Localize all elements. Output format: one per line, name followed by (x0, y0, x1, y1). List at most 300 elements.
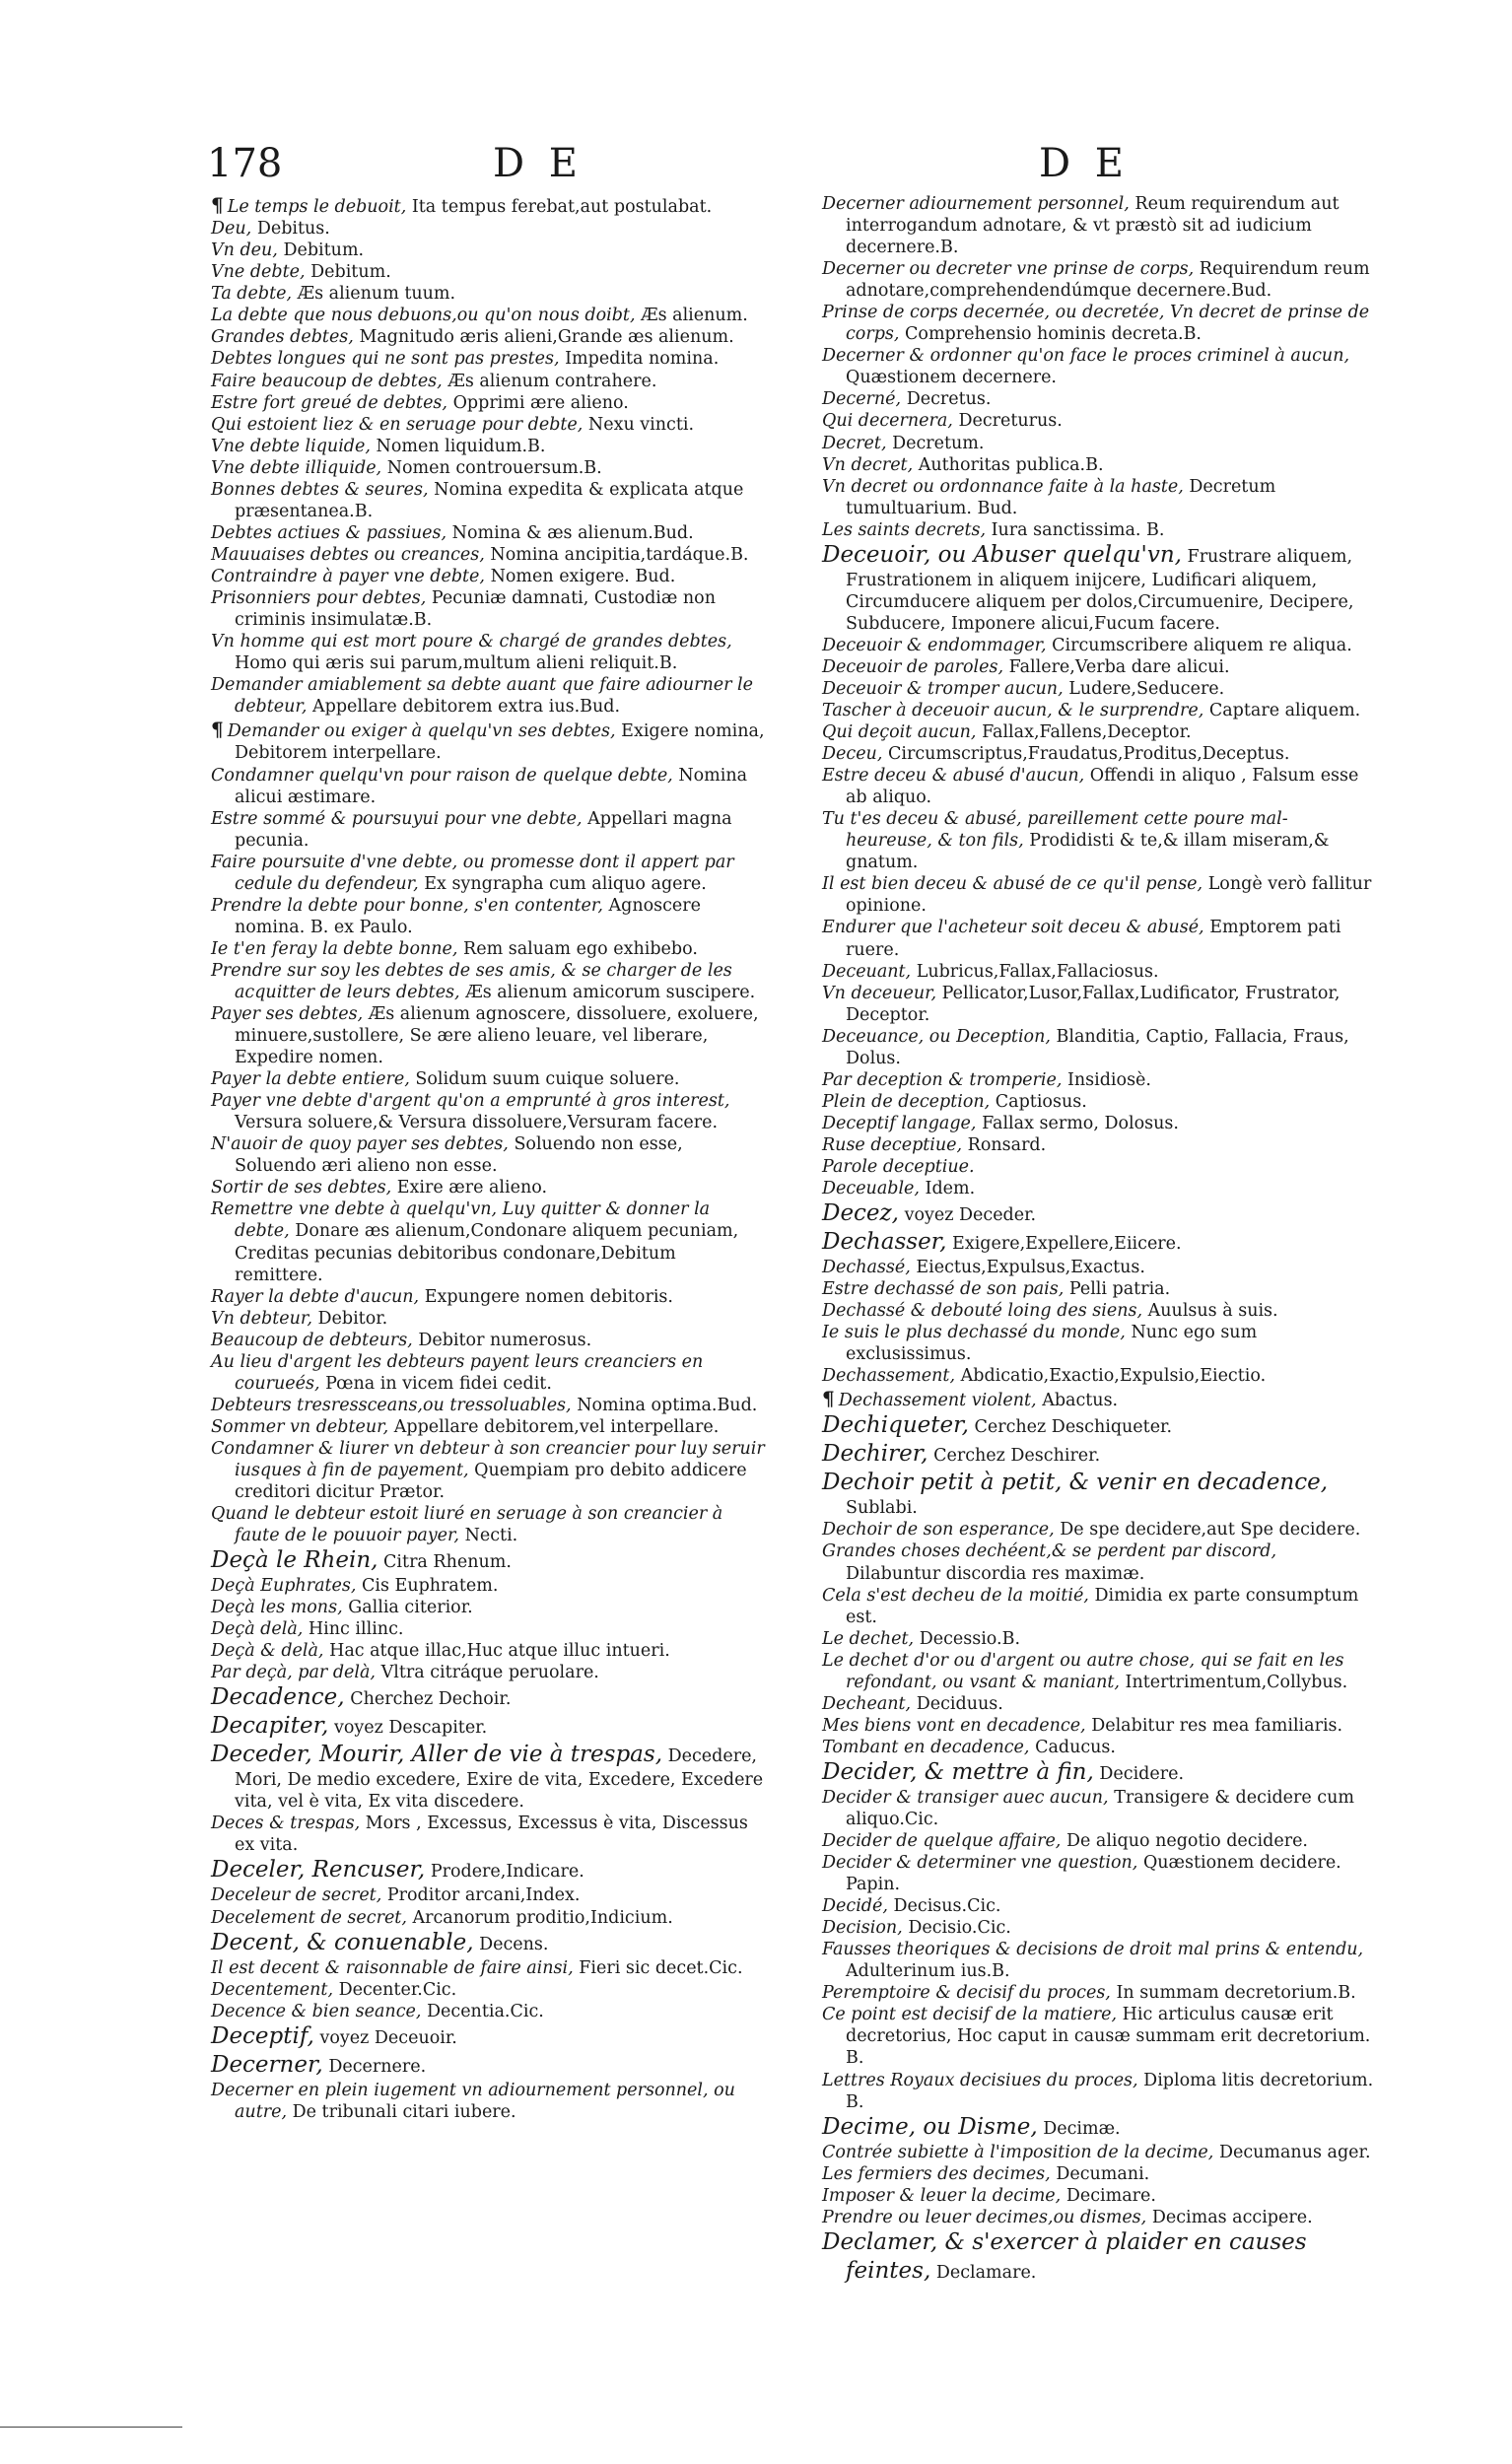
entry-term: Payer vne debte d'argent qu'on a emprunté à gros interest, (211, 1091, 730, 1112)
entry-definition: Frustrare aliquem, Frustrationem in aliquem inijcere, Ludificari aliquem, Circumducere aliquem per dolos,Circumuenire, Decipere, Subducere, Imponere alicui,Fucum facere. (846, 546, 1354, 634)
entry-term: Debtes longues qui ne sont pas prestes, (211, 349, 560, 370)
entry-definition: Adulterinum ius.B. (846, 1961, 1010, 1982)
entry-definition: Gallia citerior. (348, 1598, 473, 1618)
dictionary-entry (211, 852, 767, 895)
entry-term: Il est decent & raisonnable de faire ainsi, (211, 1957, 574, 1978)
entry-term: Deçà les mons, (211, 1598, 343, 1618)
entry-definition: Decentia.Cic. (427, 2001, 544, 2021)
entry-definition: voyez Deceder. (904, 1205, 1037, 1226)
dictionary-entry (211, 1416, 767, 1438)
entry-term: Tombant en decadence, (822, 1737, 1030, 1757)
entry-term: Vn homme qui est mort poure & chargé de grandes debtes, (211, 632, 732, 652)
dictionary-entry (822, 1469, 1374, 1519)
entry-definition: Citra Rhenum. (383, 1552, 512, 1573)
entry-term: Vne debte illiquide, (211, 457, 382, 478)
entry-definition: Appellare debitorem extra ius.Bud. (312, 697, 621, 718)
entry-term: Tascher à deceuoir aucun, & le surprendre, (822, 701, 1204, 720)
entry-definition: Nomina & æs alienum.Bud. (451, 522, 694, 543)
dictionary-entry (211, 1741, 767, 1813)
right-column (822, 193, 1374, 2286)
entry-definition: Decisus.Cic. (893, 1896, 1001, 1917)
entry-definition: Nomina alicui æstimare. (235, 765, 748, 807)
left-column (211, 193, 767, 2123)
entry-definition: Proditor arcani,Index. (386, 1885, 581, 1906)
entry-definition: Offendi in aliquo , Falsum esse ab aliquo. (846, 766, 1359, 808)
dictionary-entry (822, 2185, 1374, 2207)
dictionary-entry (211, 1090, 767, 1133)
dictionary-entry (211, 261, 767, 283)
entry-term: Debtes actiues & passiues, (211, 522, 447, 543)
entry-definition: Fallere,Verba dare alicui. (1008, 656, 1230, 677)
dictionary-entry (822, 1715, 1374, 1737)
entry-term: Fausses theoriques & decisions de droit mal prins & entendu, (822, 1940, 1364, 1960)
dictionary-entry (822, 1091, 1374, 1113)
entry-term: Vne debte, (211, 262, 306, 283)
entry-term: Quand le debteur estoit liuré en seruage à son creancier à faute de le pouuoir payer, (211, 1504, 723, 1546)
dictionary-entry (822, 765, 1374, 808)
dictionary-entry (822, 700, 1374, 721)
dictionary-entry (211, 808, 767, 852)
entry-definition: Deciduus. (916, 1693, 1003, 1714)
entry-term: Prendre la debte pour bonne, s'en contenter, (211, 895, 603, 916)
dictionary-entry (211, 392, 767, 414)
entry-term: Rayer la debte d'aucun, (211, 1286, 420, 1307)
dictionary-entry (211, 1308, 767, 1330)
dictionary-entry (211, 305, 767, 326)
entry-definition: Pelli patria. (1068, 1279, 1171, 1300)
entry-term: Prisonniers pour debtes, (211, 587, 427, 608)
dictionary-entry (822, 2113, 1374, 2142)
entry-term: Au lieu d'argent les debteurs payent leurs creanciers en courueés, (211, 1351, 704, 1394)
dictionary-entry (211, 193, 767, 218)
entry-definition: Decedere, Mori, De medio excedere, Exire de vita, Excedere, Excedere vita, vel è vita, Ex vita discedere. (235, 1746, 764, 1813)
entry-definition: Insidiosè. (1066, 1069, 1151, 1090)
entry-definition: Cherchez Dechoir. (350, 1689, 512, 1710)
dictionary-entry (822, 1134, 1374, 1156)
entry-definition: De tribunali citari iubere. (292, 2101, 516, 2122)
entry-term: Qui decernera, (822, 411, 953, 432)
dictionary-entry (211, 1884, 767, 1906)
entry-term: Decentement, (211, 1979, 334, 2000)
dictionary-entry (822, 808, 1374, 873)
entry-definition: Intertrimentum,Collybus. (1125, 1672, 1348, 1692)
dictionary-entry (822, 1440, 1374, 1469)
entry-term: Lettres Royaux decisiues du proces, (822, 2070, 1138, 2090)
dictionary-entry (822, 1387, 1374, 1411)
entry-term: Peremptoire & decisif du proces, (822, 1983, 1111, 2004)
dictionary-entry (211, 326, 767, 348)
entry-definition: Decumani. (1056, 2163, 1150, 2184)
entry-term: Qui estoient liez & en seruage pour debte, (211, 414, 584, 435)
entry-term: Deceuable, (822, 1179, 920, 1199)
pilcrow-mark: ¶ (211, 193, 224, 217)
entry-term: Le dechet, (822, 1628, 915, 1649)
entry-term: Deceleur de secret, (211, 1885, 382, 1906)
entry-term: Deceuance, ou Deception, (822, 1026, 1051, 1047)
entry-term: Declamer, & s'exercer à plaider en causes feintes, (822, 2228, 1307, 2284)
entry-definition: Ronsard. (967, 1134, 1047, 1155)
entry-definition: Decenter.Cic. (338, 1979, 457, 2000)
entry-term: Ruse deceptiue, (822, 1134, 963, 1155)
entry-definition: Decimæ. (1043, 2118, 1121, 2139)
entry-definition: Hinc illinc. (308, 1619, 404, 1640)
entry-term: Deçà delà, (211, 1619, 304, 1640)
dictionary-entry (211, 1351, 767, 1395)
entry-definition: voyez Deceuoir. (319, 2027, 457, 2048)
dictionary-entry (211, 2022, 767, 2051)
dictionary-entry (822, 1737, 1374, 1758)
entry-definition: Decreturus. (958, 411, 1063, 432)
entry-term: Deceuoir & tromper aucun, (822, 678, 1064, 699)
entry-term: Decez, (822, 1200, 899, 1227)
entry-definition: Nomina expedita & explicata atque præsentanea.B. (235, 479, 744, 521)
entry-definition: Nunc ego sum exclusissimus. (846, 1323, 1258, 1365)
entry-term: Deceuoir de paroles, (822, 656, 1004, 677)
entry-definition: Æs alienum agnoscere, dissoluere, exoluere, minuere,sustollere, Se ære alieno leuare, vel liberare, Expedire nomen. (235, 1004, 759, 1068)
dictionary-entry (211, 1640, 767, 1662)
dictionary-entry (211, 1907, 767, 1929)
entry-definition: Quempiam pro debito addicere creditori dicitur Prætor. (235, 1461, 747, 1503)
entry-definition: Arcanorum proditio,Indicium. (412, 1907, 673, 1928)
entry-term: Vn debteur, (211, 1308, 312, 1329)
dictionary-entry (822, 1365, 1374, 1387)
dictionary-entry (822, 1939, 1374, 1982)
entry-definition: Appellari magna pecunia. (235, 808, 732, 851)
dictionary-entry (211, 1395, 767, 1416)
entry-definition: Decessio.B. (919, 1628, 1021, 1649)
entry-definition: Pellicator,Lusor,Fallax,Ludificator, Frustrator, Deceptor. (846, 983, 1340, 1025)
page-edge-rule (0, 2427, 182, 2428)
entry-definition: Nomina ancipitia,tardáque.B. (490, 544, 749, 565)
dictionary-entry (822, 1156, 1374, 1178)
entry-term: Remettre vne debte à quelqu'vn, Luy quitter & donner la debte, (211, 1199, 711, 1242)
dictionary-entry (822, 1628, 1374, 1650)
dictionary-entry (211, 1286, 767, 1308)
entry-definition: Debitor. (317, 1308, 388, 1329)
entry-term: Decapiter, (211, 1713, 329, 1740)
dictionary-entry (211, 1662, 767, 1683)
entry-definition: Iura sanctissima. B. (991, 519, 1165, 540)
entry-definition: Reum requirendum aut interrogandum adnotare, & vt præstò sit ad iudicium decernere.B. (846, 194, 1340, 258)
entry-definition: Appellare debitorem,vel interpellare. (393, 1416, 720, 1437)
entry-term: Deçà & delà, (211, 1641, 324, 1662)
entry-term: Deu, (211, 219, 252, 240)
dictionary-entry (822, 1026, 1374, 1069)
dictionary-entry (822, 2163, 1374, 2185)
entry-definition: Sublabi. (846, 1498, 918, 1519)
entry-term: Estre sommé & poursuyui pour vne debte, (211, 808, 583, 829)
dictionary-entry (822, 345, 1374, 388)
dictionary-entry (211, 674, 767, 718)
entry-definition: Necti. (464, 1526, 518, 1546)
dictionary-entry (822, 1519, 1374, 1540)
dictionary-entry (211, 566, 767, 587)
entry-definition: Debitum. (283, 240, 365, 261)
entry-term: Decerner, (211, 2051, 323, 2078)
entry-term: Tu t'es deceu & abusé, pareillement cette poure mal-heureuse, & ton fils, (822, 809, 1288, 852)
entry-definition: Dilabuntur discordia res maximæ. (846, 1563, 1145, 1584)
entry-definition: Expungere nomen debitoris. (424, 1286, 673, 1307)
entry-term: Dechassé, (822, 1258, 911, 1278)
entry-term: Dechiqueter, (822, 1412, 969, 1439)
dictionary-entry (822, 1650, 1374, 1693)
entry-term: Decidé, (822, 1896, 888, 1917)
entry-definition: Captare aliquem. (1208, 701, 1361, 720)
dictionary-entry (211, 765, 767, 808)
entry-term: Sortir de ses debtes, (211, 1178, 392, 1198)
entry-definition: Requirendum reum adnotare,comprehendendúmque decernere.Bud. (846, 259, 1370, 302)
dictionary-entry (822, 678, 1374, 700)
entry-term: Cela s'est decheu de la moitié, (822, 1585, 1089, 1606)
entry-term: Sommer vn debteur, (211, 1416, 389, 1437)
dictionary-entry (822, 1917, 1374, 1939)
dictionary-entry (822, 476, 1374, 519)
entry-definition: Fieri sic decet.Cic. (579, 1957, 743, 1978)
entry-term: Deceler, Rencuser, (211, 1857, 426, 1883)
dictionary-entry (211, 1929, 767, 1957)
entry-definition: Cerchez Deschirer. (933, 1446, 1101, 1467)
entry-term: Vne debte liquide, (211, 436, 371, 456)
entry-definition: Mors , Excessus, Excessus è vita, Discessus ex vita. (235, 1814, 748, 1856)
entry-term: Dechassement violent, (838, 1391, 1037, 1411)
dictionary-entry (822, 2207, 1374, 2228)
entry-definition: Captiosus. (995, 1091, 1087, 1112)
entry-definition: Agnoscere nomina. B. ex Paulo. (235, 895, 701, 937)
pilcrow-mark: ¶ (211, 718, 224, 742)
entry-definition: Declamare. (935, 2262, 1037, 2283)
dictionary-entry (211, 631, 767, 674)
entry-definition: Abdicatio,Exactio,Expulsio,Eiectio. (960, 1366, 1267, 1387)
entry-definition: In summam decretorium.B. (1116, 1983, 1356, 2004)
entry-definition: Auulsus à suis. (1147, 1301, 1278, 1322)
entry-term: Mes biens vont en decadence, (822, 1715, 1086, 1736)
entry-definition: Eiectus,Expulsus,Exactus. (916, 1258, 1145, 1278)
entry-definition: Nomen liquidum.B. (376, 436, 546, 456)
entry-term: Le dechet d'or ou d'argent ou autre chose, qui se fait en les refondant, ou vsant & maniant, (822, 1650, 1344, 1692)
entry-term: Plein de deception, (822, 1091, 991, 1112)
entry-definition: Versura soluere,& Versura dissoluere,Versuram facere. (235, 1113, 719, 1133)
entry-definition: De aliquo negotio decidere. (1065, 1831, 1308, 1852)
dictionary-entry (822, 1787, 1374, 1830)
dictionary-entry (822, 388, 1374, 410)
entry-term: Ta debte, (211, 284, 293, 305)
entry-definition: Decretum tumultuarium. Bud. (846, 476, 1276, 518)
dictionary-entry (822, 519, 1374, 541)
entry-term: Debteurs tresressceans,ou tressoluables, (211, 1395, 572, 1415)
entry-definition: Pœna in vicem fidei cedit. (325, 1373, 552, 1394)
entry-term: Decadence, (211, 1684, 345, 1711)
dictionary-entry (211, 1133, 767, 1177)
entry-term: Decerner ou decreter vne prinse de corps, (822, 259, 1195, 280)
dictionary-entry (822, 1411, 1374, 1440)
dictionary-entry (822, 454, 1374, 476)
dictionary-entry (211, 1503, 767, 1546)
entry-term: Dechoir petit à petit, & venir en decadence, (822, 1470, 1329, 1496)
entry-term: Ce point est decisif de la matiere, (822, 2005, 1118, 2025)
entry-term: Decider & transiger auec aucun, (822, 1787, 1109, 1808)
dictionary-entry (211, 436, 767, 457)
dictionary-entry (211, 1546, 767, 1575)
dictionary-entry (822, 1693, 1374, 1715)
entry-definition: Longè verò fallitur opinione. (846, 874, 1372, 917)
entry-definition: Æs alienum. (641, 306, 748, 326)
entry-definition: Nomen controuersum.B. (386, 457, 602, 478)
entry-definition: Æs alienum contrahere. (447, 371, 657, 391)
dictionary-entry (822, 721, 1374, 743)
entry-definition: Authoritas publica.B. (918, 454, 1104, 475)
dictionary-entry (211, 1438, 767, 1503)
entry-term: Decent, & conuenable, (211, 1929, 474, 1955)
entry-definition: Debitus. (256, 219, 330, 240)
dictionary-entry (822, 917, 1374, 960)
dictionary-entry (822, 1758, 1374, 1787)
entry-definition: Æs alienum amicorum suscipere. (465, 982, 756, 1002)
entry-term: Decret, (822, 433, 887, 453)
dictionary-entry (211, 960, 767, 1003)
entry-term: Dechoir de son esperance, (822, 1520, 1055, 1540)
left-running-head: D E (493, 141, 584, 186)
entry-definition: Fallax sermo, Dolosus. (982, 1113, 1179, 1133)
entry-term: Estre deceu & abusé d'aucun, (822, 766, 1085, 787)
entry-definition: Vltra citráque peruolare. (380, 1663, 599, 1683)
dictionary-entry (211, 1597, 767, 1618)
entry-term: Deceptif langage, (822, 1113, 977, 1133)
entry-term: Dechirer, (822, 1441, 928, 1468)
page-number: 178 (207, 141, 283, 186)
entry-term: Deceu, (822, 744, 883, 765)
entry-term: Deceuoir & endommager, (822, 635, 1047, 655)
entry-term: Contrée subiette à l'imposition de la decime, (822, 2142, 1214, 2162)
entry-definition: Decens. (479, 1934, 549, 1954)
entry-definition: Prodere,Indicare. (430, 1862, 584, 1882)
entry-term: Payer la debte entiere, (211, 1069, 410, 1090)
right-running-head: D E (1039, 141, 1130, 186)
entry-definition: Transigere & decidere cum aliquo.Cic. (846, 1787, 1354, 1829)
entry-definition: Decimas accipere. (1151, 2207, 1313, 2227)
dictionary-entry (211, 1979, 767, 2001)
entry-definition: Hac atque illac,Huc atque illuc intueri. (329, 1641, 670, 1662)
entry-term: Par deçà, par delà, (211, 1663, 376, 1683)
entry-term: Decider de quelque affaire, (822, 1831, 1062, 1852)
entry-definition: Æs alienum tuum. (297, 284, 456, 305)
dictionary-entry (822, 1069, 1374, 1091)
entry-term: Contraindre à payer vne debte, (211, 566, 485, 586)
entry-definition: Diploma litis decretorium. B. (846, 2070, 1374, 2112)
entry-term: Endurer que l'acheteur soit deceu & abusé, (822, 918, 1204, 938)
dictionary-entry (822, 1257, 1374, 1278)
dictionary-entry (822, 1585, 1374, 1628)
entry-definition: Decretus. (906, 389, 992, 410)
dictionary-entry (211, 457, 767, 479)
dictionary-entry (211, 1003, 767, 1068)
entry-definition: Prodidisti & te,& illam miseram,& gnatum. (846, 831, 1330, 873)
entry-term: Demander ou exiger à quelqu'vn ses debtes, (227, 721, 616, 742)
entry-term: Grandes choses dechéent,& se perdent par discord, (822, 1541, 1277, 1562)
entry-definition: Ex syngrapha cum aliquo agere. (424, 873, 707, 894)
entry-term: Prinse de corps decernée, ou decretée, Vn decret de prinse de corps, (822, 303, 1370, 345)
entry-term: Decheant, (822, 1693, 912, 1714)
entry-definition: voyez Descapiter. (333, 1718, 488, 1739)
entry-term: Vn deceueur, (822, 983, 937, 1003)
entry-definition: Idem. (925, 1179, 976, 1199)
dictionary-entry (822, 1322, 1374, 1365)
entry-term: Qui deçoit aucun, (822, 722, 977, 743)
dictionary-entry (822, 743, 1374, 765)
dictionary-entry (822, 1852, 1374, 1895)
entry-term: Imposer & leuer la decime, (822, 2185, 1062, 2206)
entry-term: La debte que nous debuons,ou qu'on nous doibt, (211, 306, 636, 326)
entry-term: Decerner en plein iugement vn adiournement personnel, ou autre, (211, 2080, 735, 2122)
dictionary-entry (211, 895, 767, 938)
entry-term: Deceuoir, ou Abuser quelqu'vn, (822, 541, 1182, 568)
dictionary-entry (211, 1957, 767, 1979)
dictionary-entry (822, 302, 1374, 345)
entry-term: Decider, & mettre à fin, (822, 1758, 1094, 1785)
entry-term: Grandes debtes, (211, 327, 354, 348)
entry-term: Deçà le Rhein, (211, 1547, 378, 1574)
entry-term: Faire beaucoup de debtes, (211, 371, 443, 391)
entry-definition: Nomen exigere. Bud. (490, 566, 676, 586)
dictionary-entry (211, 544, 767, 566)
dictionary-entry (822, 1199, 1374, 1228)
dictionary-entry (822, 1178, 1374, 1199)
entry-term: Condamner & liurer vn debteur à son creancier pour luy seruir iusques à fin de payement, (211, 1438, 765, 1480)
entry-term: Mauuaises debtes ou creances, (211, 544, 485, 565)
entry-term: Decider & determiner vne question, (822, 1853, 1138, 1874)
entry-definition: Homo qui æris sui parum,multum alieni reliquit.B. (235, 653, 678, 674)
dictionary-entry (822, 983, 1374, 1026)
entry-definition: Lubricus,Fallax,Fallaciosus. (916, 961, 1159, 982)
entry-definition: Dimidia ex parte consumptum est. (846, 1585, 1359, 1627)
dictionary-entry (211, 240, 767, 261)
dictionary-entry (822, 1895, 1374, 1917)
dictionary-entry (822, 410, 1374, 432)
entry-term: Deceuant, (822, 961, 912, 982)
entry-definition: Decimare. (1065, 2185, 1156, 2206)
entry-term: Deces & trespas, (211, 1814, 361, 1834)
dictionary-entry (822, 2142, 1374, 2163)
entry-definition: Abactus. (1042, 1391, 1119, 1411)
entry-definition: Circumscriptus,Fraudatus,Proditus,Deceptus. (887, 744, 1290, 765)
entry-definition: Nomina optima.Bud. (577, 1395, 758, 1415)
entry-term: Parole deceptiue. (822, 1156, 975, 1177)
dictionary-entry (822, 635, 1374, 656)
dictionary-entry (822, 1982, 1374, 2004)
entry-term: Par deception & tromperie, (822, 1069, 1063, 1090)
dictionary-entry (211, 1198, 767, 1285)
entry-definition: Decumanus ager. (1218, 2142, 1371, 2162)
dictionary-entry (211, 2080, 767, 2123)
entry-definition: Debitor numerosus. (418, 1330, 592, 1350)
entry-definition: Nexu vincti. (587, 414, 695, 435)
entry-term: N'auoir de quoy payer ses debtes, (211, 1134, 509, 1155)
entry-term: Decerné, (822, 389, 902, 410)
dictionary-entry (822, 1278, 1374, 1300)
entry-term: Decime, ou Disme, (822, 2113, 1038, 2140)
entry-term: Faire poursuite d'vne debte, ou promesse dont il appert par cedule du defendeur, (211, 852, 734, 894)
dictionary-entry (211, 283, 767, 305)
entry-definition: Quæstionem decernere. (846, 368, 1057, 388)
entry-term: Prendre sur soy les debtes de ses amis, & se charger de les acquitter de leurs debtes, (211, 960, 732, 1002)
entry-term: Bonnes debtes & seures, (211, 479, 429, 500)
entry-term: Demander amiablement sa debte auant que faire adiourner le debteur, (211, 675, 753, 718)
pilcrow-mark: ¶ (822, 1387, 835, 1411)
entry-definition: Exigere nomina, Debitorem interpellare. (235, 721, 765, 764)
entry-term: Payer ses debtes, (211, 1004, 364, 1025)
dictionary-entry (822, 193, 1374, 258)
entry-definition: Magnitudo æris alieni,Grande æs alienum. (359, 327, 734, 348)
entry-term: Deçà Euphrates, (211, 1576, 357, 1597)
